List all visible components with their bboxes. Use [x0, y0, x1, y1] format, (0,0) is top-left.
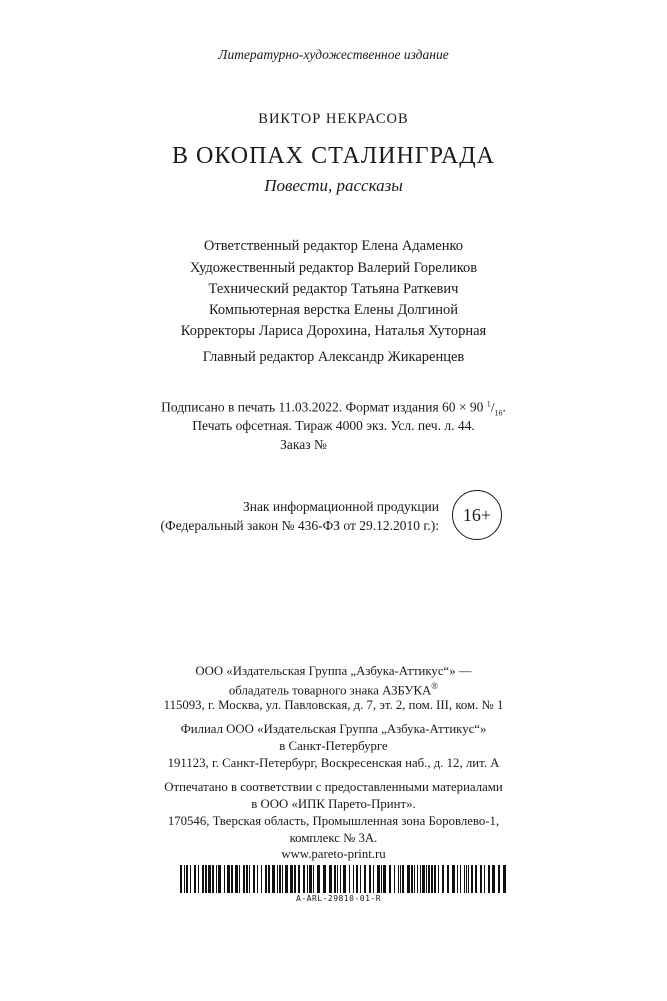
barcode-code: A-ARL-29810-01-R: [296, 894, 382, 903]
info-mark-text: [161, 497, 439, 535]
fraction-numerator: 1: [486, 399, 491, 408]
barcode-bar: [480, 865, 482, 893]
barcode-bar: [383, 865, 386, 893]
imprint-signed-line: [0, 399, 667, 417]
barcode-bar: [349, 865, 350, 893]
barcode-bar: [373, 865, 374, 893]
barcode-bar: [452, 865, 455, 893]
barcode-bar: [282, 865, 283, 893]
barcode-bar: [394, 865, 395, 893]
barcode-bar: [468, 865, 469, 893]
credit-technical-editor: Технический редактор Татьяна Раткевич: [208, 281, 459, 297]
barcode-bar: [337, 865, 338, 893]
barcode-bar: [294, 865, 296, 893]
barcode-bar: [208, 865, 211, 893]
barcode-bar: [235, 865, 238, 893]
barcode-bar: [231, 865, 233, 893]
barcode-bar: [323, 865, 326, 893]
barcode-bar: [471, 865, 473, 893]
imprint-signed-text: Подписано в печать 11.03.2022. Формат издания 60 × 90: [161, 399, 487, 415]
barcode-bar: [417, 865, 418, 893]
branch-address: 191123, г. Санкт-Петербург, Воскресенская наб., д. 12, лит. А: [167, 756, 500, 770]
barcode-bar: [411, 865, 413, 893]
barcode-bar: [484, 865, 485, 893]
barcode-bar: [407, 865, 410, 893]
barcode-bar: [492, 865, 495, 893]
barcode-bar: [272, 865, 275, 893]
barcode-bar: [243, 865, 245, 893]
barcode-bar: [180, 865, 182, 893]
credit-chief-editor: Главный редактор Александр Жикаренцев: [202, 349, 465, 365]
barcode-bar: [194, 865, 196, 893]
barcode-bar: [398, 865, 399, 893]
barcode-bar: [466, 865, 467, 893]
barcode-bar: [239, 865, 240, 893]
info-mark-line1: Знак информационной продукции: [242, 499, 439, 514]
barcode-bar: [198, 865, 199, 893]
barcode-bar: [360, 865, 361, 893]
barcode-bar: [265, 865, 267, 893]
book-title: В ОКОПАХ СТАЛИНГРАДА: [171, 143, 495, 169]
barcode-bar: [190, 865, 191, 893]
imprint-print-line: Печать офсетная. Тираж 4000 экз. Усл. печ. л. 44.: [192, 418, 475, 433]
barcode-bar: [285, 865, 288, 893]
barcode-bar: [329, 865, 332, 893]
imprint-line-end: .: [502, 399, 506, 415]
barcode-bar: [290, 865, 293, 893]
barcode-bar: [246, 865, 248, 893]
barcode-bar: [402, 865, 404, 893]
barcode-bar: [400, 865, 401, 893]
barcode-bar: [186, 865, 188, 893]
credit-layout: Компьютерная верстка Елены Долгиной: [208, 302, 459, 318]
printer-line4: комплекс № 3А.: [289, 831, 378, 845]
publisher-trademark-text: обладатель товарного знака АЗБУКА: [228, 683, 432, 698]
fraction-denominator: 16: [494, 408, 503, 418]
barcode-bar: [381, 865, 382, 893]
barcode-bar: [303, 865, 305, 893]
barcode-bar: [503, 865, 506, 893]
branch-line1: Филиал ООО «Издательская Группа „Азбука-Аттикус“»: [180, 722, 487, 736]
fraction-separator: /: [490, 399, 495, 415]
barcode-bar: [428, 865, 430, 893]
barcode-bar: [438, 865, 439, 893]
barcode-bar: [498, 865, 500, 893]
barcode-bar: [369, 865, 371, 893]
edition-type: Литературно-художественное издание: [218, 47, 449, 62]
barcode-bar: [224, 865, 225, 893]
barcode-bar: [414, 865, 415, 893]
publisher-line2: [0, 681, 667, 698]
info-mark-line2: (Федеральный закон № 436-ФЗ от 29.12.2010 г.):: [160, 518, 439, 533]
printer-line2: в ООО «ИПК Парето-Принт».: [251, 797, 416, 811]
registered-mark: ®: [431, 681, 439, 691]
printer-line3: 170546, Тверская область, Промышленная зона Боровлево-1,: [167, 814, 500, 828]
book-subtitle: Повести, рассказы: [264, 176, 403, 195]
author-name: ВИКТОР НЕКРАСОВ: [258, 111, 409, 127]
barcode-bar: [268, 865, 270, 893]
credit-art-editor: Художественный редактор Валерий Гореликов: [189, 260, 478, 276]
barcode-bar: [434, 865, 436, 893]
barcode-bar: [298, 865, 300, 893]
barcode-bar: [389, 865, 391, 893]
barcode-bar: [307, 865, 308, 893]
barcode-bar: [216, 865, 217, 893]
barcode-bar: [334, 865, 336, 893]
barcode-bar: [447, 865, 449, 893]
barcode-bar: [377, 865, 380, 893]
info-mark-block: [0, 497, 667, 547]
barcode-bar: [227, 865, 230, 893]
barcode-bar: [343, 865, 346, 893]
barcode-bar: [279, 865, 281, 893]
barcode-bar: [364, 865, 366, 893]
barcode-bar: [431, 865, 433, 893]
barcode-bar: [277, 865, 278, 893]
barcode-bar: [253, 865, 255, 893]
barcode-bar: [457, 865, 458, 893]
barcode-bar: [340, 865, 341, 893]
branch-line2: в Санкт-Петербурге: [279, 739, 388, 753]
printer-website: www.pareto-print.ru: [281, 847, 386, 861]
barcode-bar: [313, 865, 314, 893]
publisher-line1: ООО «Издательская Группа „Азбука-Аттикус“» —: [195, 664, 472, 678]
age-rating-text: 16+: [462, 504, 492, 525]
barcode-bar: [257, 865, 258, 893]
barcode-graphic: [180, 865, 510, 893]
order-label: Заказ №: [280, 437, 327, 452]
printer-line1: Отпечатано в соответствии с предоставленными материалами: [164, 780, 503, 794]
barcode-bar: [426, 865, 427, 893]
credit-proofreaders: Корректоры Лариса Дорохина, Наталья Хуторная: [180, 323, 487, 339]
barcode-bar: [488, 865, 490, 893]
barcode-bar: [317, 865, 320, 893]
barcode-bar: [261, 865, 262, 893]
publisher-address: 115093, г. Москва, ул. Павловская, д. 7, эт. 2, пом. III, ком. № 1: [163, 698, 504, 712]
barcode-bar: [356, 865, 358, 893]
imprint-order-line: [0, 437, 667, 453]
barcode-bar: [442, 865, 444, 893]
barcode-bar: [460, 865, 461, 893]
barcode-bar: [202, 865, 204, 893]
barcode-bar: [309, 865, 312, 893]
format-fraction: [486, 399, 503, 418]
barcode-bar: [464, 865, 465, 893]
barcode-bar: [249, 865, 250, 893]
credit-responsible-editor: Ответственный редактор Елена Адаменко: [203, 238, 464, 254]
barcode-bar: [205, 865, 207, 893]
barcode-bar: [184, 865, 185, 893]
age-rating-badge: [452, 490, 502, 540]
barcode-bar: [212, 865, 214, 893]
barcode-bar: [353, 865, 354, 893]
barcode-bar: [475, 865, 477, 893]
barcode-bar: [420, 865, 421, 893]
barcode-bar: [422, 865, 425, 893]
barcode-bar: [218, 865, 221, 893]
